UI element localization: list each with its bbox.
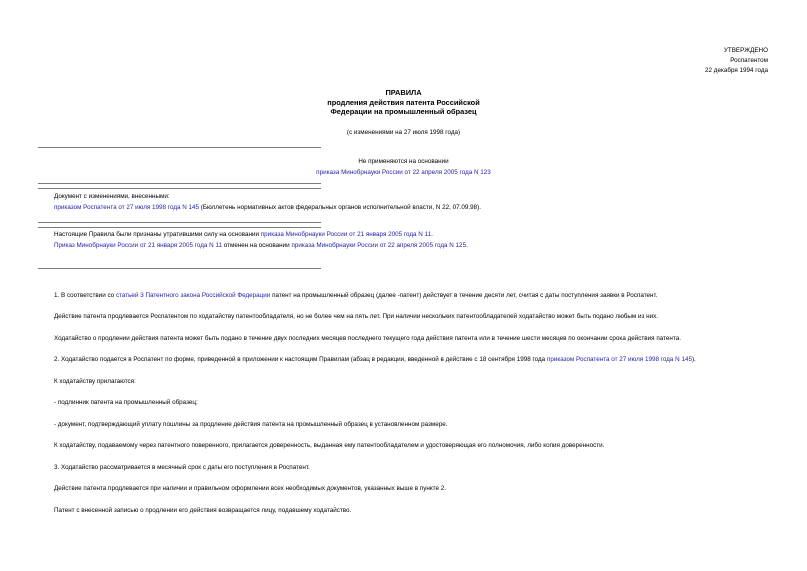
document-title bbox=[0, 88, 807, 117]
doc-changes-order-link[interactable]: приказом Роспатента от 27 июля 1998 года N 145 bbox=[54, 203, 200, 211]
paragraph-7: - документ, подтверждающий уплату пошлины за продление действия патента на промышленный образец в установленном размере. bbox=[54, 420, 448, 428]
notice-text: Не применяются на основании bbox=[358, 158, 449, 165]
revoking-order-link[interactable]: приказа Минобрнауки России от 22 апреля 2005 года N 125 bbox=[291, 241, 467, 249]
paragraph-6: - подлинник патента на промышленный образец; bbox=[54, 399, 198, 407]
divider-4 bbox=[38, 222, 321, 223]
divider-6 bbox=[38, 268, 321, 269]
paragraph-1-end: патент на промышленный образец (далее -патент) действует в течение десяти лет, считая с даты поступления заявки в Роспатент. bbox=[270, 292, 658, 299]
title-line-1: ПРАВИЛА bbox=[385, 88, 422, 97]
invalid-order-link[interactable]: приказа Минобрнауки России от 21 января 2005 года N 11 bbox=[260, 231, 432, 238]
notice-order-link[interactable]: приказа Минобрнауки России от 22 апреля 2005 года N 123 bbox=[316, 168, 491, 176]
approval-line-authority: Роспатентом bbox=[730, 56, 768, 64]
paragraph-5: К ходатайству прилагаются: bbox=[54, 377, 136, 385]
divider-2 bbox=[38, 183, 321, 184]
invalid-text: Настоящие Правила были признаны утратившими силу на основании bbox=[54, 231, 261, 238]
paragraph-3: Ходатайство о продлении действия патента может быть подано в течение двух последних месяцев последнего текущего года действия патента или в течение шести месяцев по окончании срока действия патента. bbox=[54, 334, 681, 342]
paragraph-8: К ходатайству, подаваемому через патентного поверенного, прилагается доверенность, выданная ему патентообладателем и удостоверяющая его полномочия, либо копия доверенности. bbox=[54, 442, 605, 450]
title-line-3: Федерации на промышленный образец bbox=[330, 107, 477, 117]
paragraph-4 bbox=[38, 356, 772, 364]
revoked-text: отменен на основании bbox=[222, 241, 292, 249]
rospatent-order-link[interactable]: приказом Роспатента от 27 июля 1998 года N 145 bbox=[546, 356, 692, 364]
approval-stamp bbox=[705, 47, 768, 77]
revoked-order-link[interactable]: Приказ Минобрнауки России от 21 января 2005 года N 11 bbox=[54, 241, 222, 249]
paragraph-4-start: 2. Ходатайство подается в Роспатент по форме, приведенной в приложении к настоящим Правилам (абзац в редакции, введенной в действие с 18 сентября 1998 года bbox=[54, 356, 547, 364]
doc-changes-bulletin: (Бюллетень нормативных актов федеральных органов исполнительной власти, N 22, 07.09.98). bbox=[199, 203, 481, 211]
paragraph-1 bbox=[38, 292, 772, 300]
invalid-end: . bbox=[431, 231, 433, 238]
paragraph-1-start: 1. В соответствии со bbox=[54, 292, 116, 299]
rules-body bbox=[38, 292, 772, 528]
paragraph-11: Патент с внесенной записью о продлении его действия возвращается лицу, подавшему ходатайство. bbox=[54, 506, 352, 514]
approval-line-date: 22 декабря 1994 года bbox=[705, 66, 768, 74]
paragraph-4-end: ). bbox=[691, 356, 696, 364]
divider-5 bbox=[38, 227, 321, 228]
divider-1 bbox=[38, 147, 321, 148]
not-applied-notice bbox=[0, 158, 807, 180]
approval-line-approved: УТВЕРЖДЕНО bbox=[723, 47, 768, 54]
divider-3 bbox=[38, 188, 321, 189]
paragraph-2: Действие патента продлевается Роспатентом по ходатайству патентообладателя, но не более чем на пять лет. При наличии нескольких патентообладателей ходатайство может быть подано любым из них. bbox=[54, 313, 659, 321]
patent-law-article-link[interactable]: статьей 3 Патентного закона Российской Федерации bbox=[115, 292, 271, 299]
changes-note: (с изменениями на 27 июля 1998 года) bbox=[346, 129, 461, 136]
document-changes bbox=[54, 193, 754, 215]
revoked-end: . bbox=[466, 241, 468, 249]
invalidation-notice bbox=[54, 231, 774, 253]
paragraph-10: Действие патента продлевается при наличии и правильном оформлении всех необходимых документов, указанных выше в пункте 2. bbox=[54, 485, 446, 493]
title-line-2: продления действия патента Российской bbox=[327, 97, 480, 107]
doc-changes-label: Документ с изменениями, внесенными: bbox=[54, 193, 170, 200]
paragraph-9: 3. Ходатайство рассматривается в месячный срок с даты его поступления в Роспатент. bbox=[54, 463, 310, 471]
